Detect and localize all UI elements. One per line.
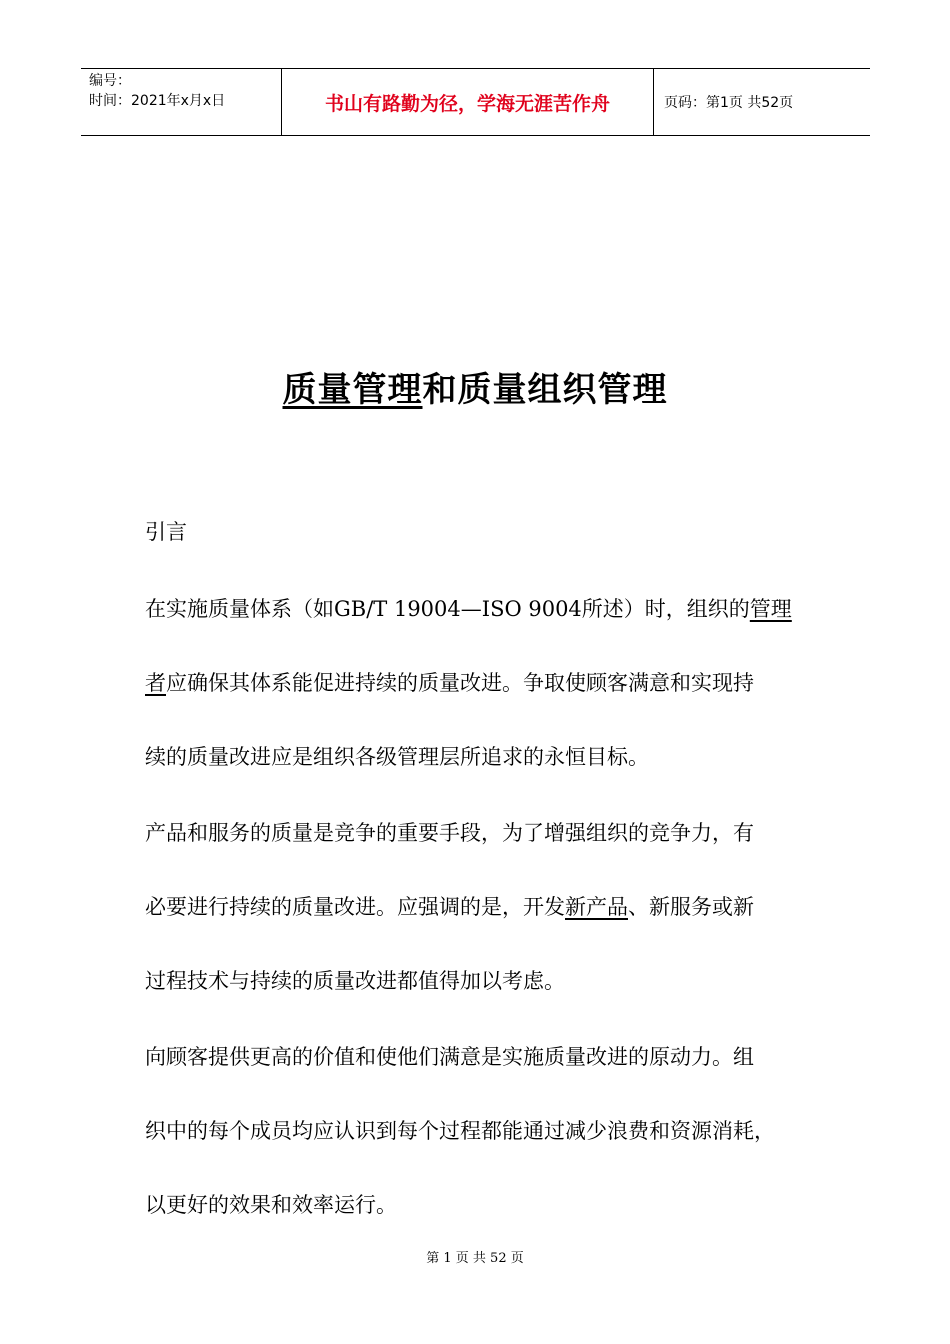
link-new-product[interactable]: 新产品 <box>565 895 628 919</box>
text-span: 必要进行持续的质量改进。应强调的是，开发 <box>145 895 565 919</box>
text-span: 应确保其体系能促进持续的质量改进。争取使顾客满意和实现持 <box>166 671 754 695</box>
paragraph-line: 续的质量改进应是组织各级管理层所追求的永恒目标。 <box>145 745 649 769</box>
section-heading: 引言 <box>145 520 187 544</box>
paragraph-line <box>145 667 754 697</box>
paragraph-line <box>145 891 754 921</box>
header-motto: 书山有路勤为径，学海无涯苦作舟 <box>281 69 654 135</box>
paragraph-line <box>145 593 792 623</box>
page-footer: 第 1 页 共 52 页 <box>426 1251 524 1266</box>
paragraph-line: 向顾客提供更高的价值和使他们满意是实施质量改进的原动力。组 <box>145 1045 754 1069</box>
text-span: 、新服务或新 <box>628 895 754 919</box>
header-page-info: 页码：第1页 共52页 <box>664 95 794 111</box>
title-rest: 和质量组织管理 <box>422 370 668 410</box>
document-number-label: 编号： <box>89 73 131 89</box>
link-manager[interactable]: 管理 <box>749 597 792 621</box>
title-link[interactable]: 质量管理 <box>282 370 423 410</box>
paragraph-line: 产品和服务的质量是竞争的重要手段，为了增强组织的竞争力，有 <box>145 821 754 845</box>
document-title <box>0 362 950 411</box>
text-span: 在实施质量体系（如GB/T 19004—ISO 9004所述）时，组织的 <box>145 597 750 621</box>
paragraph-line: 过程技术与持续的质量改进都值得加以考虑。 <box>145 969 565 993</box>
paragraph-line: 以更好的效果和效率运行。 <box>145 1193 397 1217</box>
header-left-cell <box>81 69 281 135</box>
document-date-label: 时间：2021年x月x日 <box>89 93 226 109</box>
paragraph-line: 织中的每个成员均应认识到每个过程都能通过减少浪费和资源消耗， <box>145 1119 775 1143</box>
link-manager-cont[interactable]: 者 <box>145 671 166 695</box>
page-header <box>81 68 870 136</box>
